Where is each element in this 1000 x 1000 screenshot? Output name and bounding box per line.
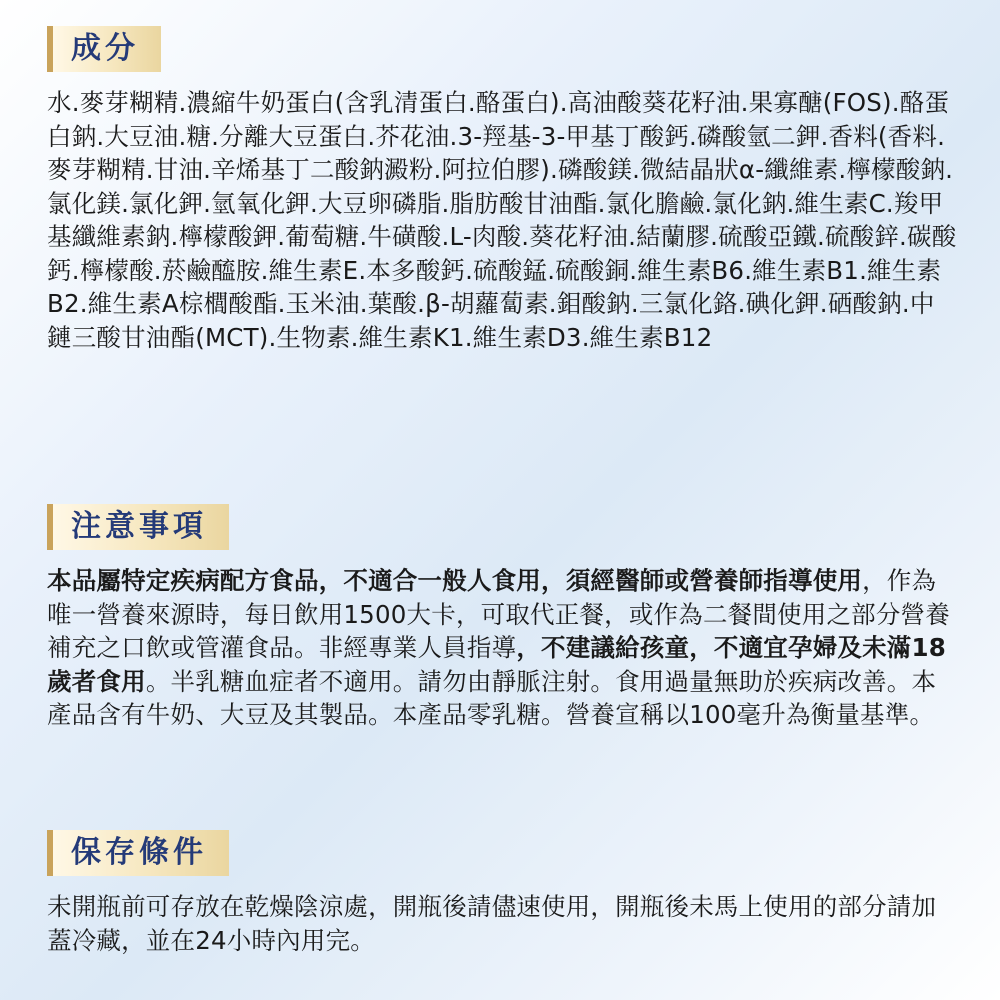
notes-text (47, 564, 957, 732)
notes-bold-1: 本品屬特定疾病配方食品，不適合一般人食用，須經醫師或營養師指導使用 (47, 566, 863, 595)
ingredients-section (47, 26, 967, 354)
ingredients-text: 水.麥芽糊精.濃縮牛奶蛋白(含乳清蛋白.酪蛋白).高油酸葵花籽油.果寡醣(FOS).酪蛋白鈉.大豆油.糖.分離大豆蛋白.芥花油.3-羥基-3-甲基丁酸鈣.磷酸氫二鉀.香料(香料.麥芽糊精.甘油.辛烯基丁二酸鈉澱粉.阿拉伯膠).磷酸鎂.微結晶狀α-纖維素.檸檬酸鈉.氯化鎂.氯化鉀.氫氧化鉀.大豆卵磷脂.脂肪酸甘油酯.氯化膽鹼.氯化鈉.維生素C.羧甲基纖維素鈉.檸檬酸鉀.葡萄糖.牛磺酸.L-肉酸.葵花籽油.結蘭膠.硫酸亞鐵.硫酸鋅.碳酸鈣.檸檬酸.菸鹼醯胺.維生素E.本多酸鈣.硫酸錳.硫酸銅.維生素B6.維生素B1.維生素B2.維生素A棕櫚酸酯.玉米油.葉酸.β-胡蘿蔔素.鉬酸鈉.三氯化鉻.碘化鉀.硒酸鈉.中鏈三酸甘油酯(MCT).生物素.維生素K1.維生素D3.維生素B12 (47, 88, 957, 352)
notes-text-4: 。半乳糖血症者不適用。請勿由靜脈注射。食用過量無助於疾病改善。本產品含有牛奶、大豆及其製品。本產品零乳糖。營養宣稱以100毫升為衡量基準。 (47, 666, 937, 729)
ingredients-heading: 成分 (47, 26, 161, 72)
notes-bold-3: ，不建議給孩童，不適宜孕婦及未滿18歲者食用 (47, 633, 947, 696)
storage-text: 未開瓶前可存放在乾燥陰涼處，開瓶後請儘速使用，開瓶後未馬上使用的部分請加蓋冷藏，並在24小時內用完。 (47, 892, 937, 955)
storage-heading: 保存條件 (47, 830, 229, 876)
notes-text-2: ，作為唯一營養來源時，每日飲用1500大卡，可取代正餐，或作為二餐間使用之部分營養補充之口飲或管灌食品。非經專業人員指導 (47, 566, 950, 662)
notes-heading: 注意事項 (47, 504, 229, 550)
notes-section (47, 504, 967, 732)
storage-section (47, 830, 967, 957)
